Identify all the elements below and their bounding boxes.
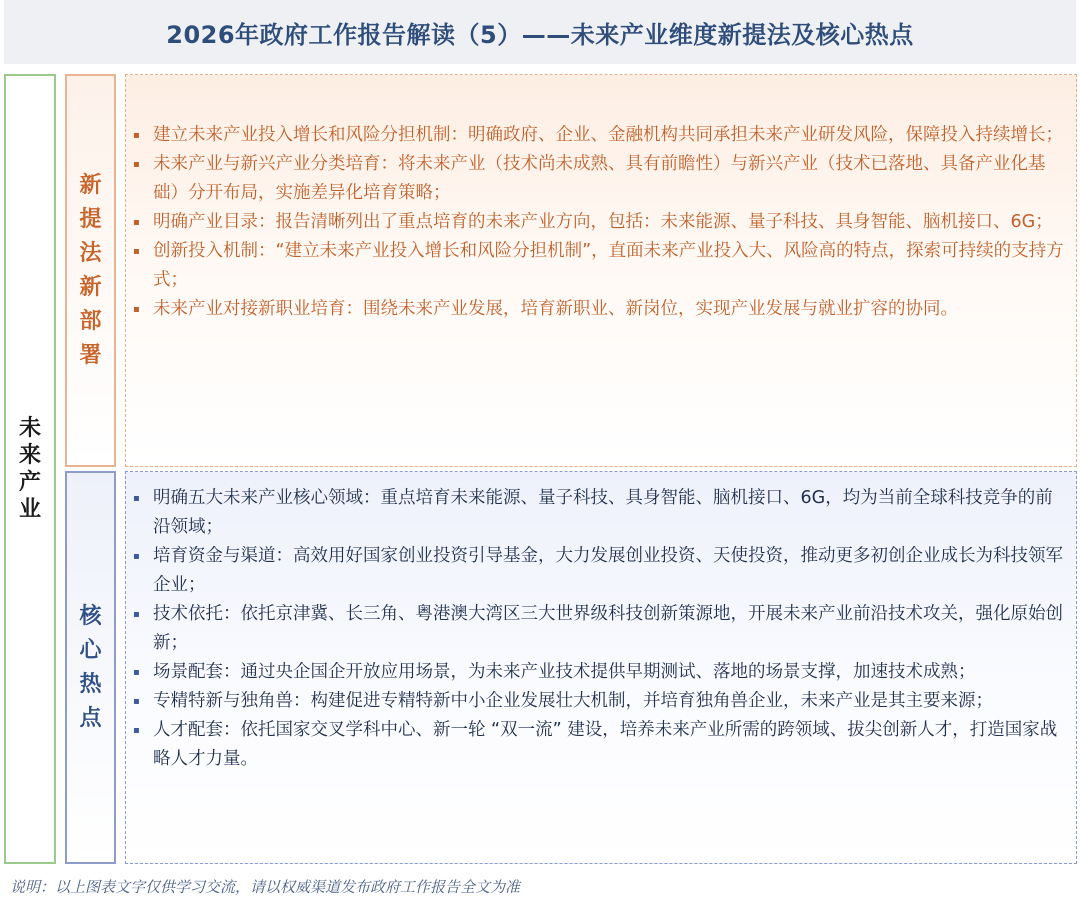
list-item-text: 未来产业对接新职业培育：围绕未来产业发展，培育新职业、新岗位，实现产业发展与就业扩容的协同。 — [153, 299, 958, 319]
core-hotspots-content — [125, 471, 1077, 864]
list-item — [131, 121, 1068, 150]
new-deployments-content — [125, 74, 1077, 467]
bullet-icon: ▪ — [133, 159, 140, 170]
bullet-icon: ▪ — [133, 696, 140, 707]
side-category-panel — [4, 74, 56, 864]
new-deployments-list — [131, 121, 1068, 324]
list-item — [131, 150, 1068, 208]
bullet-icon: ▪ — [133, 246, 140, 257]
list-item — [131, 484, 1068, 542]
list-item — [131, 600, 1068, 658]
section-label-new-panel — [65, 74, 116, 467]
list-item — [131, 687, 1068, 716]
bullet-icon: ▪ — [133, 217, 140, 228]
bullet-icon: ▪ — [133, 304, 140, 315]
list-item — [131, 237, 1068, 295]
bullet-icon: ▪ — [133, 609, 140, 620]
title-bar — [4, 0, 1076, 64]
page-title: 2026年政府工作报告解读（5）——未来产业维度新提法及核心热点 — [166, 20, 914, 49]
list-item-text: 专精特新与独角兽：构建促进专精特新中小企业发展壮大机制，并培育独角兽企业，未来产业是其主要来源； — [153, 691, 993, 711]
list-item-text: 明确五大未来产业核心领域：重点培育未来能源、量子科技、具身智能、脑机接口、6G，均为当前全球科技竞争的前沿领域； — [153, 488, 1053, 537]
list-item-text: 建立未来产业投入增长和风险分担机制：明确政府、企业、金融机构共同承担未来产业研发风险，保障投入持续增长； — [153, 125, 1063, 145]
footnote: 说明：以上图表文字仅供学习交流，请以权威渠道发布政府工作报告全文为准 — [10, 878, 521, 896]
list-item-text: 人才配套：依托国家交叉学科中心、新一轮 “双一流” 建设，培养未来产业所需的跨领域、拔尖创新人才，打造国家战略人才力量。 — [153, 720, 1058, 769]
bullet-icon: ▪ — [133, 551, 140, 562]
list-item-text: 未来产业与新兴产业分类培育：将未来产业（技术尚未成熟、具有前瞻性）与新兴产业（技术已落地、具备产业化基础）分开布局，实施差异化培育策略； — [153, 154, 1046, 203]
core-hotspots-list — [131, 484, 1068, 774]
section-label-new: 新提法新部署 — [79, 172, 102, 368]
side-category-label: 未来产业 — [18, 416, 41, 522]
section-label-hot-panel — [65, 471, 116, 864]
list-item-text: 场景配套：通过央企国企开放应用场景，为未来产业技术提供早期测试、落地的场景支撑，加速技术成熟； — [153, 662, 976, 682]
list-item — [131, 208, 1068, 237]
list-item — [131, 542, 1068, 600]
bullet-icon: ▪ — [133, 667, 140, 678]
list-item-text: 技术依托：依托京津冀、长三角、粤港澳大湾区三大世界级科技创新策源地，开展未来产业前沿技术攻关，强化原始创新； — [153, 604, 1063, 653]
bullet-icon: ▪ — [133, 493, 140, 504]
section-label-hot: 核心热点 — [79, 603, 102, 731]
bullet-icon: ▪ — [133, 725, 140, 736]
list-item — [131, 716, 1068, 774]
list-item — [131, 295, 1068, 324]
bullet-icon: ▪ — [133, 130, 140, 141]
list-item — [131, 658, 1068, 687]
list-item-text: 创新投入机制：“建立未来产业投入增长和风险分担机制”，直面未来产业投入大、风险高的特点，探索可持续的支持方式； — [153, 241, 1064, 290]
list-item-text: 明确产业目录：报告清晰列出了重点培育的未来产业方向，包括：未来能源、量子科技、具身智能、脑机接口、6G； — [153, 212, 1053, 232]
list-item-text: 培育资金与渠道：高效用好国家创业投资引导基金，大力发展创业投资、天使投资，推动更多初创企业成长为科技领军企业； — [153, 546, 1063, 595]
